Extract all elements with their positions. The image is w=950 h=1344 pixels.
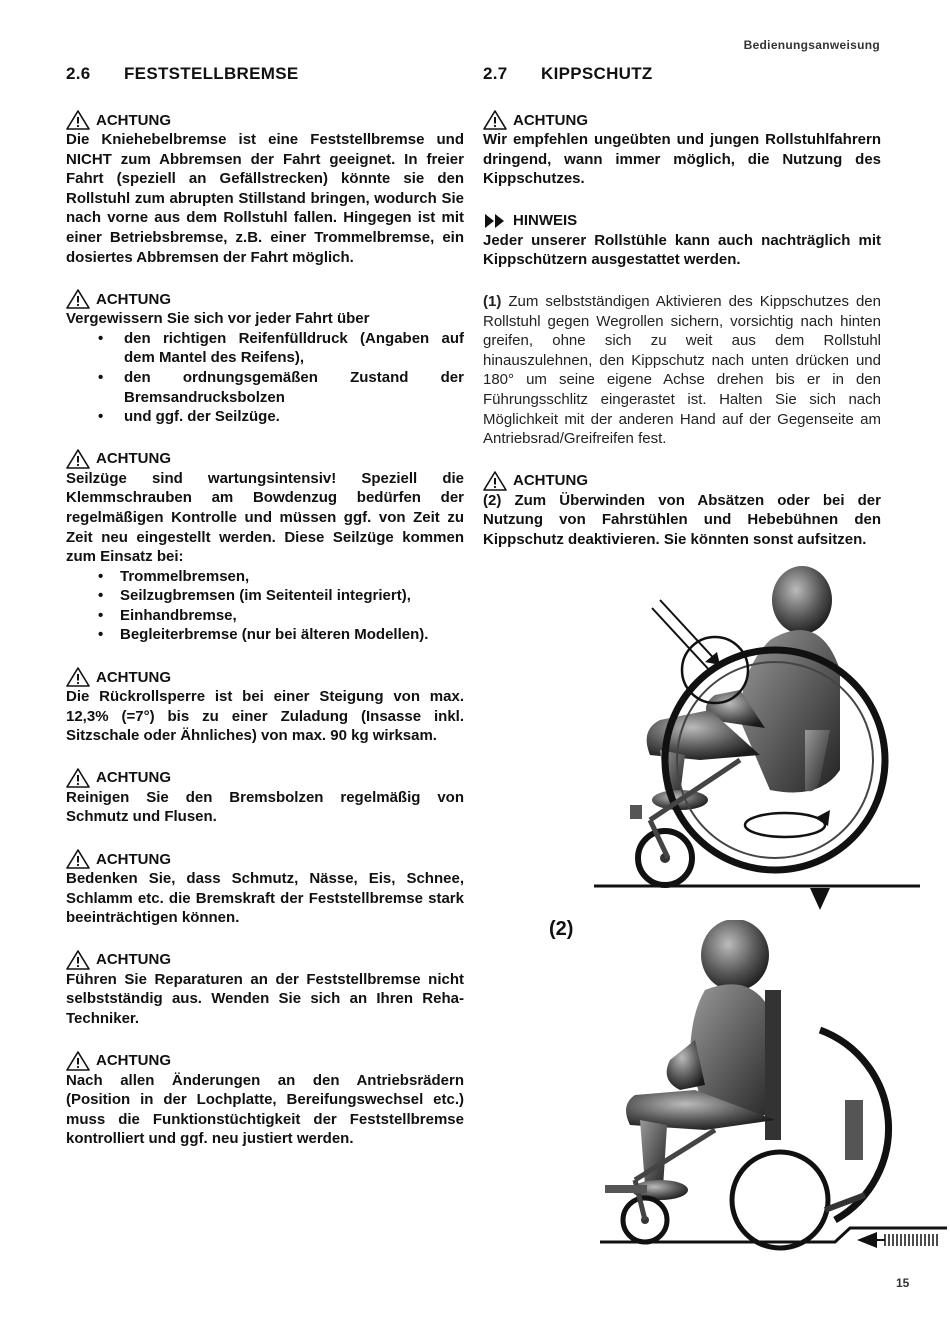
hint-label <box>483 211 881 231</box>
warning-label <box>483 110 881 130</box>
warning-triangle-icon <box>66 950 90 970</box>
list-item: • den ordnungsgemäßen Zustand der Bremsandrucksbolzen <box>66 368 464 407</box>
warning-label-text: ACHTUNG <box>96 111 171 129</box>
wheelchair-illustration-activate <box>590 560 920 920</box>
warning-text: Führen Sie Reparaturen an der Feststellbremse nicht selbstständig aus. Wenden Sie sich an Ihren Reha-Techniker. <box>66 970 464 1027</box>
warning-triangle-icon <box>66 110 90 130</box>
list-item: • Einhandbremse, <box>66 606 464 626</box>
warning-triangle-icon <box>483 110 507 130</box>
warning-text: Reinigen Sie den Bremsbolzen regelmäßig von Schmutz und Flusen. <box>66 788 464 826</box>
list-item: • den richtigen Reifenfülldruck (Angaben auf dem Mantel des Reifens), <box>66 329 464 368</box>
warning-block <box>66 768 464 827</box>
warning-label-text: ACHTUNG <box>513 111 588 129</box>
warning-block <box>66 849 464 928</box>
warning-label-text: ACHTUNG <box>96 668 171 686</box>
warning-text: Vergewissern Sie sich vor jeder Fahrt über <box>66 310 370 328</box>
warning-label-text: ACHTUNG <box>96 769 171 787</box>
warning-block <box>66 1051 464 1149</box>
warning-text: Die Rückrollsperre ist bei einer Steigung von max. 12,3% (=7°) bis zu einer Zuladung (Insasse inkl. Sitzschale oder Ähnliches) von max. 90 kg wirksam. <box>66 688 464 745</box>
section-number: 2.7 <box>483 64 508 83</box>
warning-triangle-icon <box>66 849 90 869</box>
warning-block <box>66 289 464 427</box>
list-item: • Seilzugbremsen (im Seitenteil integriert), <box>66 586 464 606</box>
double-arrow-icon <box>483 213 507 229</box>
wheelchair-illustration-deactivate <box>595 920 947 1260</box>
warning-triangle-icon <box>66 768 90 788</box>
section-title: FESTSTELLBREMSE <box>124 64 299 83</box>
warning-label <box>66 849 464 869</box>
warning-triangle-icon <box>66 449 90 469</box>
warning-label <box>66 289 464 309</box>
warning-block <box>66 449 464 645</box>
page-number: 15 <box>896 1276 910 1290</box>
list-item: • Begleiterbremse (nur bei älteren Modellen). <box>66 625 464 645</box>
warning-label <box>483 471 881 491</box>
warning-text: Die Kniehebelbremse ist eine Feststellbremse und NICHT zum Abbremsen der Fahrt geeignet. In freier Fahrt (speziell an Gefällstrecken) könnte sie den Rollstuhl zum abrupten Stillstand bringen, wodurch Sie nach vorne aus dem Rollstuhl fallen. Hingegen ist mit einer Betriebsbremse, z.B. einer Trommelbremse, ein dosiertes Abbremsen der Fahrt möglich. <box>66 131 464 266</box>
list-item: • und ggf. der Seilzüge. <box>66 407 464 427</box>
step-text <box>483 292 881 449</box>
warning-label <box>66 1051 464 1071</box>
warning-label <box>66 768 464 788</box>
warning-text: Seilzüge sind wartungsintensiv! Speziell die Klemmschrauben am Bowdenzug bedürfen der regelmäßigen Kontrolle und müssen ggf. von Zeit zu Zeit neu eingestellt werden. Diese Seilzüge kommen zum Einsatz bei: <box>66 469 464 566</box>
warning-label <box>66 667 464 687</box>
warning-triangle-icon <box>66 1051 90 1071</box>
bullet-list <box>66 567 464 645</box>
warning-text: (2) Zum Überwinden von Absätzen oder bei der Nutzung von Fahrstühlen und Hebebühnen den Kippschutz deaktivieren. Sie könnten sonst aufsitzen. <box>483 491 881 548</box>
warning-text: Wir empfehlen ungeübten und jungen Rollstuhlfahrern dringend, wann immer möglich, die Nutzung des Kippschutzes. <box>483 131 881 188</box>
right-column <box>483 64 881 572</box>
left-column <box>66 64 464 1171</box>
section-heading-2-7 <box>483 64 881 84</box>
warning-label <box>66 950 464 970</box>
section-title: KIPPSCHUTZ <box>541 64 653 83</box>
hint-block <box>483 211 881 270</box>
warning-label <box>66 110 464 130</box>
hint-text: Jeder unserer Rollstühle kann auch nachträglich mit Kippschützern ausgestattet werden. <box>483 231 881 269</box>
warning-label <box>66 449 464 469</box>
hint-label-text: HINWEIS <box>513 212 578 230</box>
warning-label-text: ACHTUNG <box>96 951 171 969</box>
figure-label: (2) <box>549 918 574 940</box>
section-heading-2-6 <box>66 64 464 84</box>
warning-label-text: ACHTUNG <box>96 290 171 308</box>
step-number: (1) <box>483 292 502 310</box>
warning-block <box>66 667 464 746</box>
warning-block <box>483 471 881 550</box>
warning-text: Bedenken Sie, dass Schmutz, Nässe, Eis, Schnee, Schlamm etc. die Bremskraft der Feststellbremse stark beeinträchtigen können. <box>66 870 464 927</box>
running-header: Bedienungsanweisung <box>743 38 880 52</box>
section-number: 2.6 <box>66 64 91 83</box>
warning-label-text: ACHTUNG <box>96 850 171 868</box>
warning-block <box>66 110 464 267</box>
warning-text: Nach allen Änderungen an den Antriebsrädern (Position in der Lochplatte, Bereifungswechsel etc.) muss die Funktionstüchtigkeit der Feststellbremse kontrolliert und ggf. neu justiert werden. <box>66 1071 464 1148</box>
warning-triangle-icon <box>66 289 90 309</box>
warning-triangle-icon <box>66 667 90 687</box>
step-body: Zum selbstständigen Aktivieren des Kippschutzes den Rollstuhl gegen Wegrollen sichern, vorsichtig nach hinten greifen, ohne sich zu weit aus dem Rollstuhl hinauszulehnen, den Kippschutz nach unten drücken und 180° um seine eigene Achse drehen bis er in den Führungsschlitz eingerastet ist. Halten Sie sich nach Möglichkeit mit der anderen Hand auf der Gegenseite am Antriebsrad/Greifreifen fest. <box>483 292 881 448</box>
step-block <box>483 292 881 449</box>
warning-label-text: ACHTUNG <box>96 1052 171 1070</box>
warning-label-text: ACHTUNG <box>96 450 171 468</box>
bullet-list <box>66 329 464 427</box>
warning-label-text: ACHTUNG <box>513 472 588 490</box>
warning-block <box>483 110 881 189</box>
list-item: • Trommelbremsen, <box>66 567 464 587</box>
warning-block <box>66 950 464 1029</box>
warning-triangle-icon <box>483 471 507 491</box>
